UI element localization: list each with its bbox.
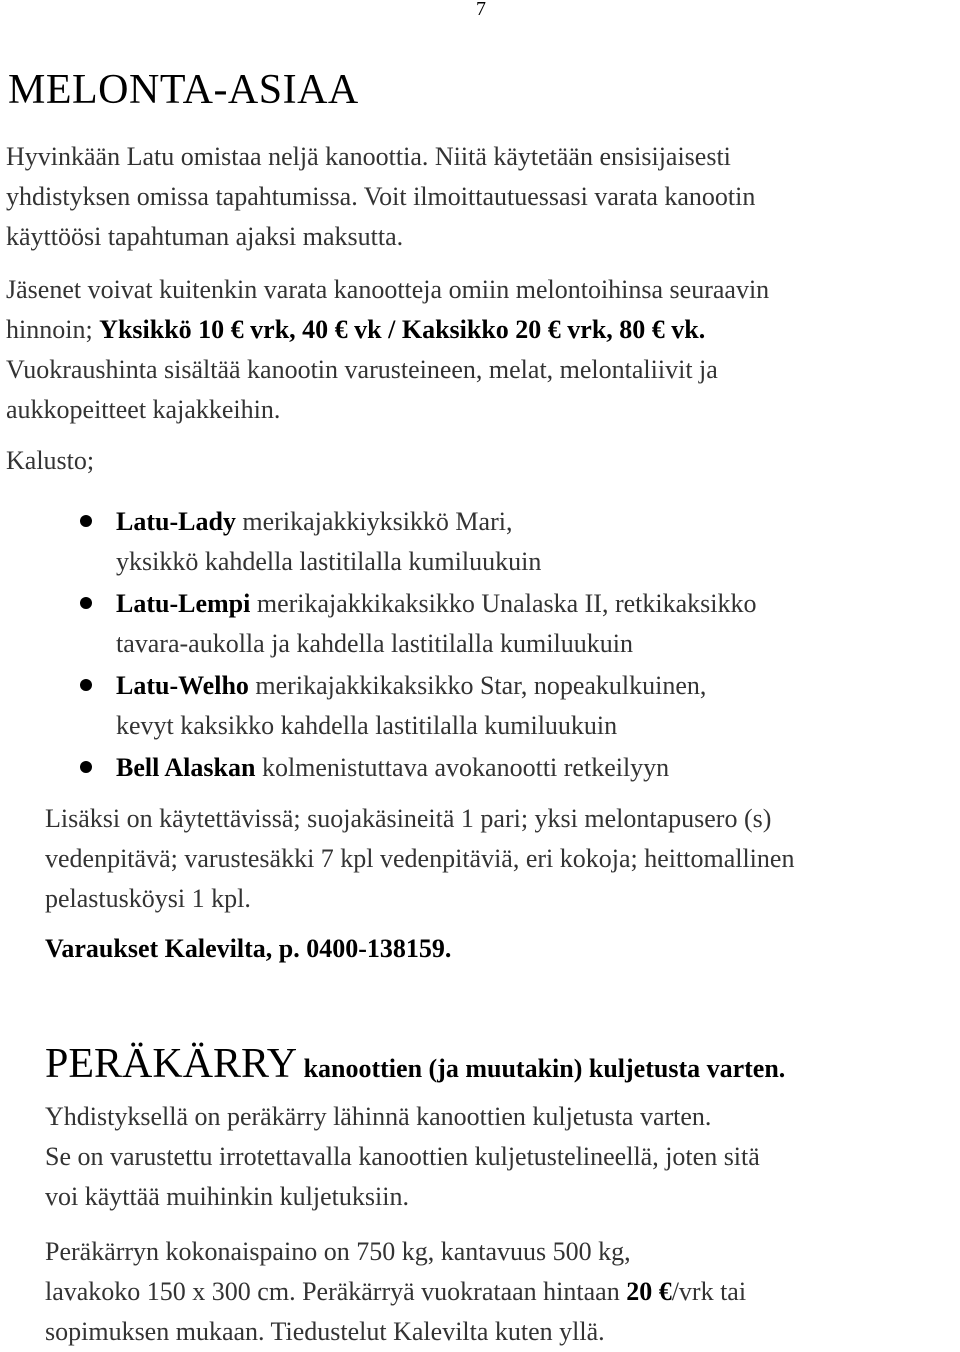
pricing-rates: Yksikkö 10 € vrk, 40 € vk / Kaksikko 20 € vrk, 80 € vk. [99, 315, 706, 344]
trailer-heading [45, 1040, 785, 1088]
equipment-desc-2: yksikkö kahdella lastitilalla kumiluukuin [116, 547, 542, 576]
trailer-paragraph-2 [45, 1232, 746, 1352]
trailer-p1-line-1: Yhdistyksellä on peräkärry lähinnä kanoottien kuljetusta varten. [45, 1102, 712, 1131]
trailer-p2-line-2-prefix: lavakoko 150 x 300 cm. Peräkärryä vuokrataan hintaan [45, 1277, 627, 1306]
intro-line-3: käyttöösi tapahtuman ajaksi maksutta. [6, 222, 404, 251]
equipment-name: Bell Alaskan [116, 753, 256, 782]
equipment-desc: merikajakkikaksikko Star, nopeakulkuinen, [248, 671, 707, 700]
equipment-list [80, 502, 756, 790]
trailer-p1-line-3: voi käyttää muihinkin kuljetuksiin. [45, 1182, 409, 1211]
list-item [80, 666, 756, 746]
equipment-desc: merikajakkikaksikko Unalaska II, retkikaksikko [250, 589, 757, 618]
list-item [80, 584, 756, 664]
intro-paragraph [6, 137, 755, 257]
pricing-line-3: Vuokraushinta sisältää kanootin varusteineen, melat, melontaliivit ja [6, 355, 718, 384]
bullet-icon [80, 761, 92, 773]
trailer-price: 20 € [626, 1277, 672, 1306]
extra-equipment-paragraph [45, 799, 794, 919]
equipment-label: Kalusto; [6, 446, 95, 475]
trailer-p1-line-2: Se on varustettu irrotettavalla kanoottien kuljetustelineellä, joten sitä [45, 1142, 760, 1171]
trailer-paragraph-1 [45, 1097, 760, 1217]
list-item [80, 748, 756, 788]
pricing-line-4: aukkopeitteet kajakkeihin. [6, 395, 281, 424]
pricing-line-1: Jäsenet voivat kuitenkin varata kanootteja omiin melontoihinsa seuraavin [6, 275, 770, 304]
bullet-icon [80, 597, 92, 609]
pricing-paragraph [6, 270, 769, 430]
intro-line-1: Hyvinkään Latu omistaa neljä kanoottia. Niitä käytetään ensisijaisesti [6, 142, 731, 171]
pricing-line-2-prefix: hinnoin; [6, 315, 100, 344]
intro-line-2: yhdistyksen omissa tapahtumissa. Voit ilmoittautuessasi varata kanootin [6, 182, 756, 211]
trailer-p2-line-1: Peräkärryn kokonaispaino on 750 kg, kantavuus 500 kg, [45, 1237, 631, 1266]
bullet-icon [80, 679, 92, 691]
trailer-title: PERÄKÄRRY [45, 1041, 298, 1087]
page-number: 7 [476, 0, 486, 20]
bullet-icon [80, 515, 92, 527]
equipment-desc-2: tavara-aukolla ja kahdella lastitilalla kumiluukuin [116, 629, 633, 658]
page-title: MELONTA-ASIAA [8, 67, 359, 113]
trailer-p2-line-2-suffix: /vrk tai [671, 1277, 747, 1306]
equipment-desc: merikajakkiyksikkö Mari, [235, 507, 513, 536]
equipment-desc: kolmenistuttava avokanootti retkeilyyn [255, 753, 670, 782]
trailer-p2-line-3: sopimuksen mukaan. Tiedustelut Kalevilta kuten yllä. [45, 1317, 605, 1346]
list-item [80, 502, 756, 582]
equipment-desc-2: kevyt kaksikko kahdella lastitilalla kumiluukuin [116, 711, 618, 740]
trailer-subtitle: kanoottien (ja muutakin) kuljetusta varten. [297, 1054, 786, 1083]
extra-line-1: Lisäksi on käytettävissä; suojakäsineitä 1 pari; yksi melontapusero (s) [45, 804, 772, 833]
extra-line-3: pelastusköysi 1 kpl. [45, 884, 251, 913]
equipment-name: Latu-Welho [116, 671, 249, 700]
equipment-name: Latu-Lempi [116, 589, 251, 618]
extra-line-2: vedenpitävä; varustesäkki 7 kpl vedenpitäviä, eri kokoja; heittomallinen [45, 844, 795, 873]
reservations-contact: Varaukset Kalevilta, p. 0400-138159. [45, 934, 452, 963]
equipment-name: Latu-Lady [116, 507, 236, 536]
